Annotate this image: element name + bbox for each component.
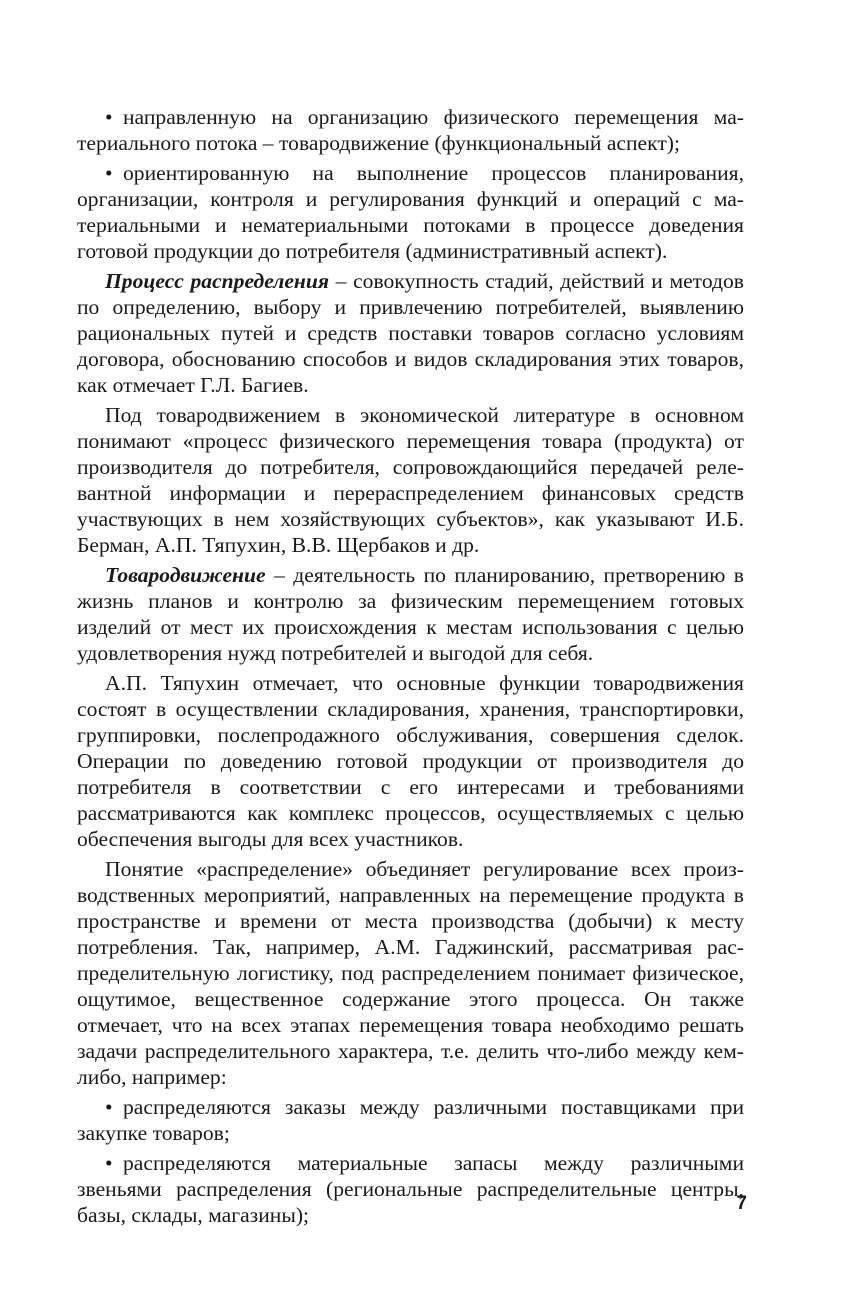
- definition-text: – совокупность стадий, действий и методов по определению, выбору и привлечению потребителей, выявлению рациональных путей и средств поставки товаров согласно условиям договора, обоснованию способов и видов складирования этих товаров, как отмечает Г.Л. Багиев.: [77, 269, 744, 397]
- list-item-text: ориентированную на выполнение процессов планирования, организации, контроля и регулирования функций и операций с материальными и нематериальными потоками в процессе доведения готовой продукции до потребителя (административный аспект).: [77, 161, 744, 263]
- definition-paragraph: [77, 268, 744, 398]
- page-body: [77, 104, 744, 1232]
- list-item: [77, 1150, 744, 1228]
- list-item-text: распределяются материальные запасы между различными звеньями распределения (региональные распределительные центры, базы, склады, магазины);: [77, 1151, 744, 1227]
- list-item: [77, 1094, 744, 1146]
- bullet-icon: •: [105, 1151, 113, 1175]
- bullet-icon: •: [105, 1095, 113, 1119]
- list-item-text: направленную на организацию физического перемещения материального потока – товародвижение (функциональный аспект);: [77, 105, 744, 155]
- list-item-text: распределяются заказы между различными поставщиками при закупке товаров;: [77, 1095, 744, 1145]
- list-item: [77, 160, 744, 264]
- bullet-icon: •: [105, 161, 113, 185]
- list-item: [77, 104, 744, 156]
- body-paragraph: А.П. Тяпухин отмечает, что основные функции товародвижения состоят в осуществлении складирования, хранения, транспортировки, группировки, послепродажного обслуживания, совершения сделок. Операции по доведению готовой продукции от производителя до потребителя в соответствии с его интересами и требованиями рассматриваются как комплекс процессов, осуществляемых с целью обеспечения выгоды для всех участников.: [77, 671, 744, 851]
- page-number: 7: [736, 1193, 747, 1214]
- bullet-icon: •: [105, 105, 113, 129]
- definition-paragraph: [77, 562, 744, 666]
- body-paragraph: Понятие «распределение» объединяет регулирование всех производственных мероприятий, направленных на перемещение продукта в пространстве и времени от места производства (добычи) к месту потребления. Так, например, А.М. Гаджинский, рассматривая распределительную логистику, под распределением понимает физическое, ощутимое, вещественное содержание этого процесса. Он также отмечает, что на всех этапах перемещения товара необходимо решать задачи распределительного характера, т.е. делить что-либо между кем-либо, например:: [77, 857, 744, 1089]
- body-paragraph: Под товародвижением в экономической литературе в основном понимают «процесс физического перемещения товара (продукта) от производителя до потребителя, сопровождающийся передачей релевантной информации и перераспределением финансовых средств участвующих в нем хозяйствующих субъектов», как указывают И.Б. Берман, А.П. Тяпухин, В.В. Щербаков и др.: [77, 403, 744, 557]
- defined-term: Товародвижение: [105, 563, 266, 587]
- defined-term: Процесс распределения: [105, 269, 330, 293]
- definition-text: – деятельность по планированию, претворению в жизнь планов и контролю за физическим перемещением готовых изделий от мест их происхождения к местам использования с целью удовлетворения нужд потребителей и выгодой для себя.: [77, 563, 744, 665]
